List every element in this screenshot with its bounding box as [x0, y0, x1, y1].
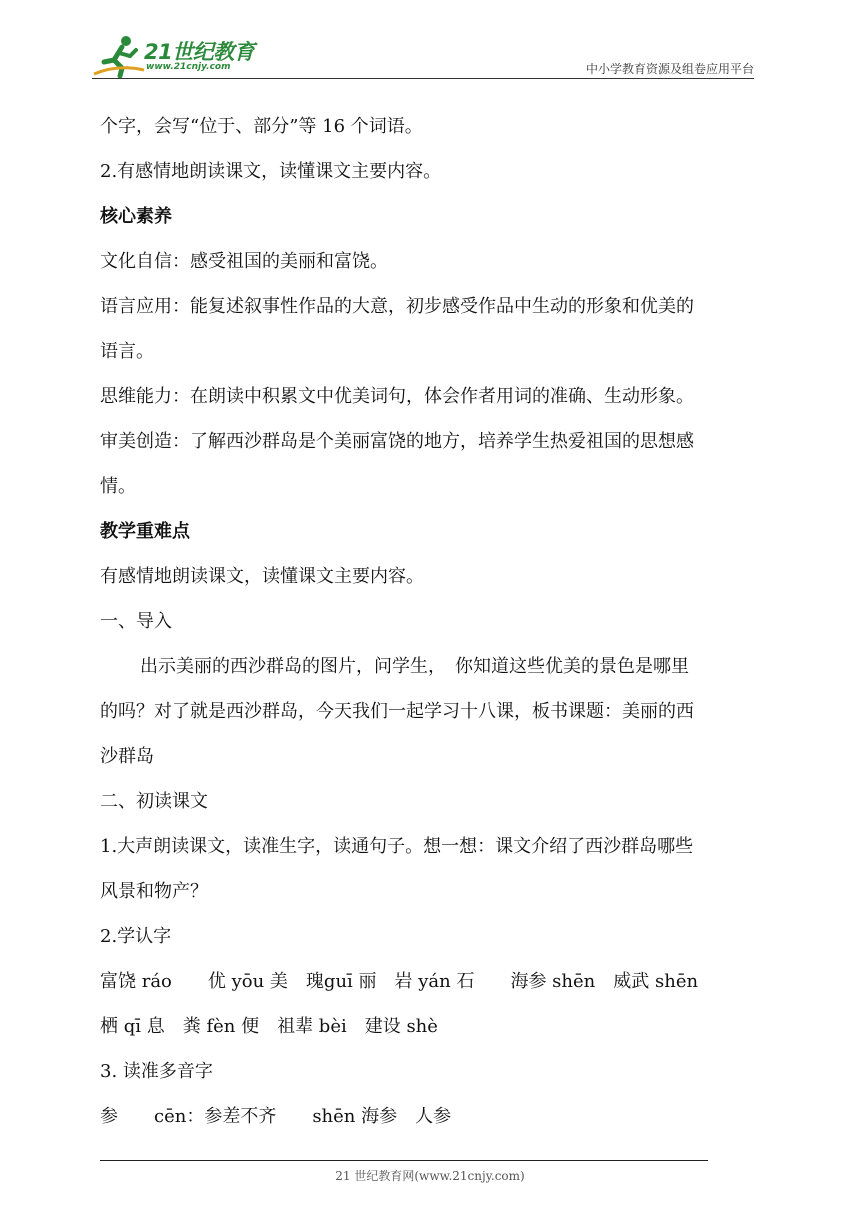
text-line: 沙群岛: [100, 746, 154, 767]
logo: [92, 34, 262, 78]
logo-text: 21世纪教育: [144, 40, 255, 64]
text-line: 一、导入: [100, 611, 172, 632]
text-line: 3. 读准多音字: [100, 1061, 213, 1082]
text-line: 风景和物产？: [100, 881, 208, 902]
text-line: 个字，会写“位于、部分”等 16 个词语。: [100, 116, 423, 137]
footer-divider: [100, 1160, 708, 1161]
text-line: 出示美丽的西沙群岛的图片，问学生， 你知道这些优美的景色是哪里: [140, 656, 689, 677]
text-line: 思维能力：在朗读中积累文中优美词句，体会作者用词的准确、生动形象。: [100, 386, 694, 407]
text-line: 1.大声朗读课文，读准生字，读通句子。想一想：课文介绍了西沙群岛哪些: [100, 836, 694, 857]
text-line: 语言。: [100, 341, 154, 362]
text-line: 文化自信：感受祖国的美丽和富饶。: [100, 251, 388, 272]
logo-url: www.21cnjy.com: [146, 62, 231, 72]
text-line: 参 cēn：参差不齐 shēn 海参 人参: [100, 1106, 452, 1127]
section-heading: 核心素养: [100, 206, 172, 227]
section-heading: 教学重难点: [100, 521, 190, 542]
text-line: 富饶 ráo 优 yōu 美 瑰guī 丽 岩 yán 石 海参 shēn 威武 shēn: [100, 971, 699, 992]
text-line: 2.有感情地朗读课文，读懂课文主要内容。: [100, 161, 442, 182]
page-header: [0, 0, 860, 80]
text-line: 情。: [100, 476, 136, 497]
text-line: 栖 qī 息 粪 fèn 便 祖辈 bèi 建设 shè: [100, 1016, 438, 1037]
text-line: 二、初读课文: [100, 791, 208, 812]
header-divider: [92, 78, 754, 79]
platform-title: 中小学教育资源及组卷应用平台: [585, 62, 754, 76]
text-line: 有感情地朗读课文，读懂课文主要内容。: [100, 566, 424, 587]
document-body: [100, 104, 766, 1139]
text-line: 2.学认字: [100, 926, 172, 947]
text-line: 语言应用：能复述叙事性作品的大意，初步感受作品中生动的形象和优美的: [100, 296, 694, 317]
footer-text: 21 世纪教育网(www.21cnjy.com): [335, 1169, 525, 1183]
text-line: 的吗？对了就是西沙群岛，今天我们一起学习十八课，板书课题：美丽的西: [100, 701, 694, 722]
text-line: 审美创造：了解西沙群岛是个美丽富饶的地方，培养学生热爱祖国的思想感: [100, 431, 694, 452]
runner-icon: [92, 34, 146, 78]
